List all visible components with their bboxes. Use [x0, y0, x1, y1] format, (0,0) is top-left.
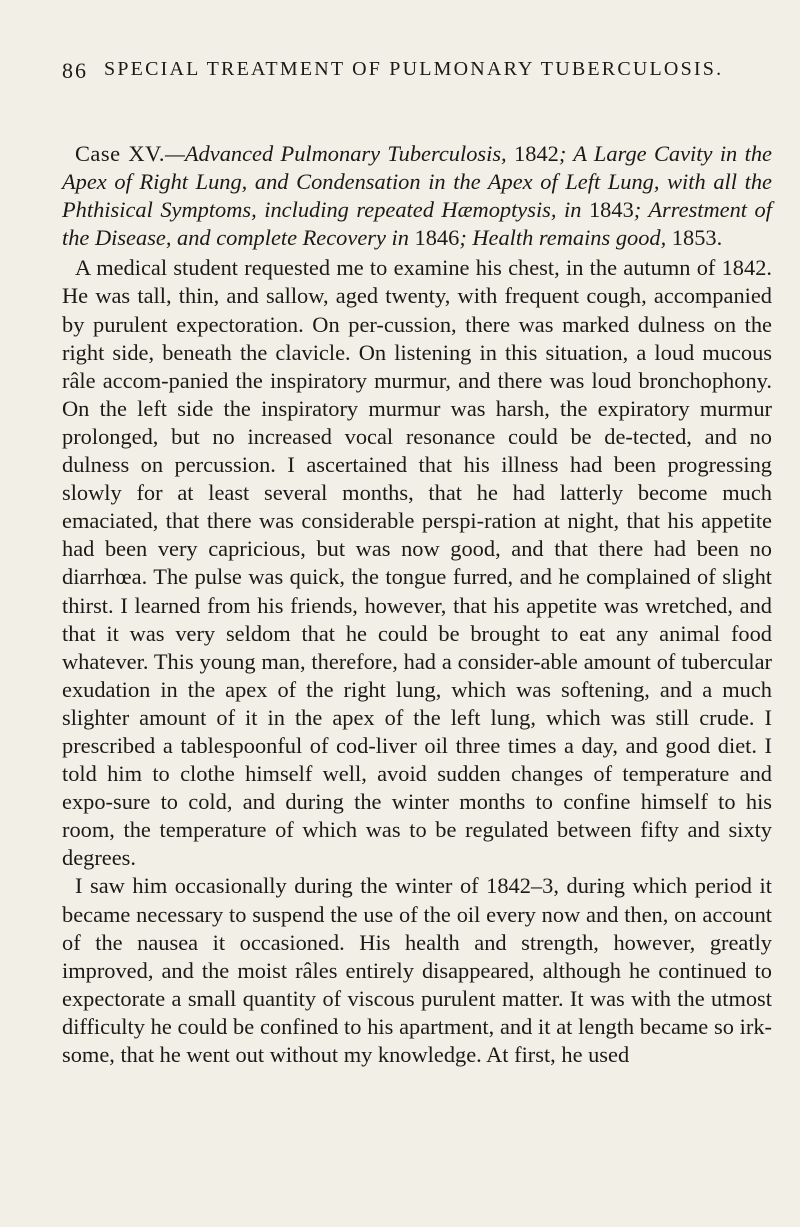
running-head [62, 58, 766, 86]
case-heading [62, 140, 772, 252]
case-title-segment: ; Arrestment of the Disease, and complete Recovery in [62, 197, 772, 251]
paragraph-1: A medical student requested me to examine his chest, in the autumn of 1842. He was tall, thin, and sallow, aged twenty, with frequent cough, accompanied by purulent expectoration. On per-cussion, there was marked dulness on the right side, beneath the clavicle. On listening in this situation, a loud mucous râle accom-panied the inspiratory murmur, and there was loud bronchophony. On the left side the inspiratory murmur was harsh, the expiratory murmur prolonged, but no increased vocal resonance could be de-tected, and no dulness on percussion. I ascertained that his illness had been progressing slowly for at least several months, that he had latterly become much emaciated, that there was considerable perspi-ration at night, that his appetite had been very capricious, but was now good, and that there had been no diarrhœa. The pulse was quick, the tongue furred, and he complained of slight thirst. I learned from his friends, however, that his appetite was wretched, and that it was very seldom that he could be brought to eat any animal food whatever. This young man, therefore, had a consider-able amount of tubercular exudation in the apex of the right lung, which was softening, and a much slighter amount of it in the apex of the left lung, which was still crude. I prescribed a tablespoonful of cod-liver oil three times a day, and good diet. I told him to clothe himself well, avoid sudden changes of temperature and expo-sure to cold, and during the winter months to confine himself to his room, the temperature of which was to be regulated between fifty and sixty degrees. [62, 255, 772, 871]
body-text [62, 140, 772, 1069]
case-title [62, 141, 772, 250]
case-title-segment: ; Health remains good, [459, 225, 672, 251]
page-number: 86 [62, 58, 88, 83]
case-title-segment: 1843 [588, 197, 634, 223]
running-title: SPECIAL TREATMENT OF PULMONARY TUBERCULOSIS. [104, 58, 724, 80]
case-title-segment: 1846 [414, 225, 460, 251]
case-title-segment: —Advanced Pulmonary Tuberculosis, [164, 141, 515, 166]
case-title-segment: ; A Large Cavity in the Apex of Right Lung, and Condensation in the Apex of Left Lung, with all the Phthisical Symptoms, including repeated Hæmoptysis, in [62, 141, 772, 223]
case-title-segment: 1842 [514, 141, 559, 166]
paragraph-2: I saw him occasionally during the winter of 1842–3, during which period it became necessary to suspend the use of the oil every now and then, on account of the nausea it occasioned. His health and strength, however, greatly improved, and the moist râles entirely disappeared, although he continued to expectorate a small quantity of viscous purulent matter. It was with the utmost difficulty he could be confined to his apartment, and it at length became so irk-some, that he went out without my knowledge. At first, he used [62, 873, 772, 1067]
case-title-segment: 1853. [671, 225, 723, 251]
case-label: Case XV. [75, 141, 165, 166]
